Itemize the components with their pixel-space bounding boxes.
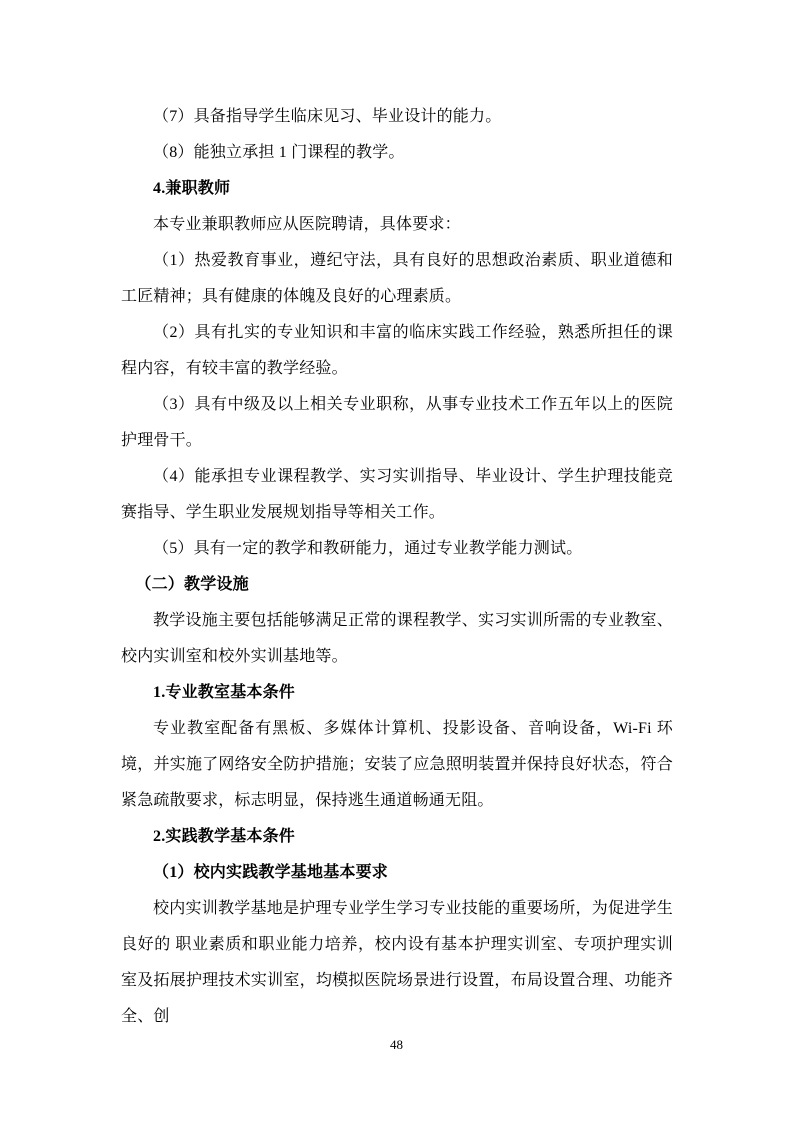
paragraph: （5）具有一定的教学和教研能力，通过专业教学能力测试。 [153, 540, 583, 557]
paragraph: （7）具备指导学生临床见习、毕业设计的能力。 [153, 108, 502, 125]
paragraph: （8）能独立承担 1 门课程的教学。 [153, 144, 405, 161]
section-heading: （1）校内实践教学基地基本要求 [153, 864, 389, 881]
paragraph: 校内实训教学基地是护理专业学生学习专业技能的重要场所，为促进学生良好的 职业素质和职业能力培养，校内设有基本护理实训室、专项护理实训室及拓展护理技术实训室，均模拟医院场景进行设置，布局设置合理、功能齐全、创 [121, 900, 673, 1025]
paragraph: （3）具有中级及以上相关专业职称，从事专业技术工作五年以上的医院护理骨干。 [121, 396, 673, 449]
section-heading: 4.兼职教师 [153, 180, 231, 197]
section-heading: （二）教学设施 [135, 576, 249, 593]
paragraph: 专业教室配备有黑板、多媒体计算机、投影设备、音响设备，Wi-Fi 环境，并实施了网络安全防护措施；安装了应急照明装置并保持良好状态，符合紧急疏散要求，标志明显，保持逃生通道畅通无阻。 [121, 720, 673, 809]
page-number: 48 [390, 1037, 403, 1052]
paragraph: （2）具有扎实的专业知识和丰富的临床实践工作经验，熟悉所担任的课程内容，有较丰富的教学经验。 [121, 324, 673, 377]
paragraph: （1）热爱教育事业，遵纪守法，具有良好的思想政治素质、职业道德和工匠精神；具有健康的体魄及良好的心理素质。 [121, 252, 673, 305]
section-heading: 1.专业教室基本条件 [153, 684, 296, 701]
paragraph: 本专业兼职教师应从医院聘请，具体要求： [153, 216, 461, 233]
document-content [121, 99, 673, 1035]
paragraph: 教学设施主要包括能够满足正常的课程教学、实习实训所需的专业教室、校内实训室和校外实训基地等。 [121, 612, 673, 665]
section-heading: 2.实践教学基本条件 [153, 828, 296, 845]
paragraph: （4）能承担专业课程教学、实习实训指导、毕业设计、学生护理技能竞赛指导、学生职业发展规划指导等相关工作。 [121, 468, 673, 521]
